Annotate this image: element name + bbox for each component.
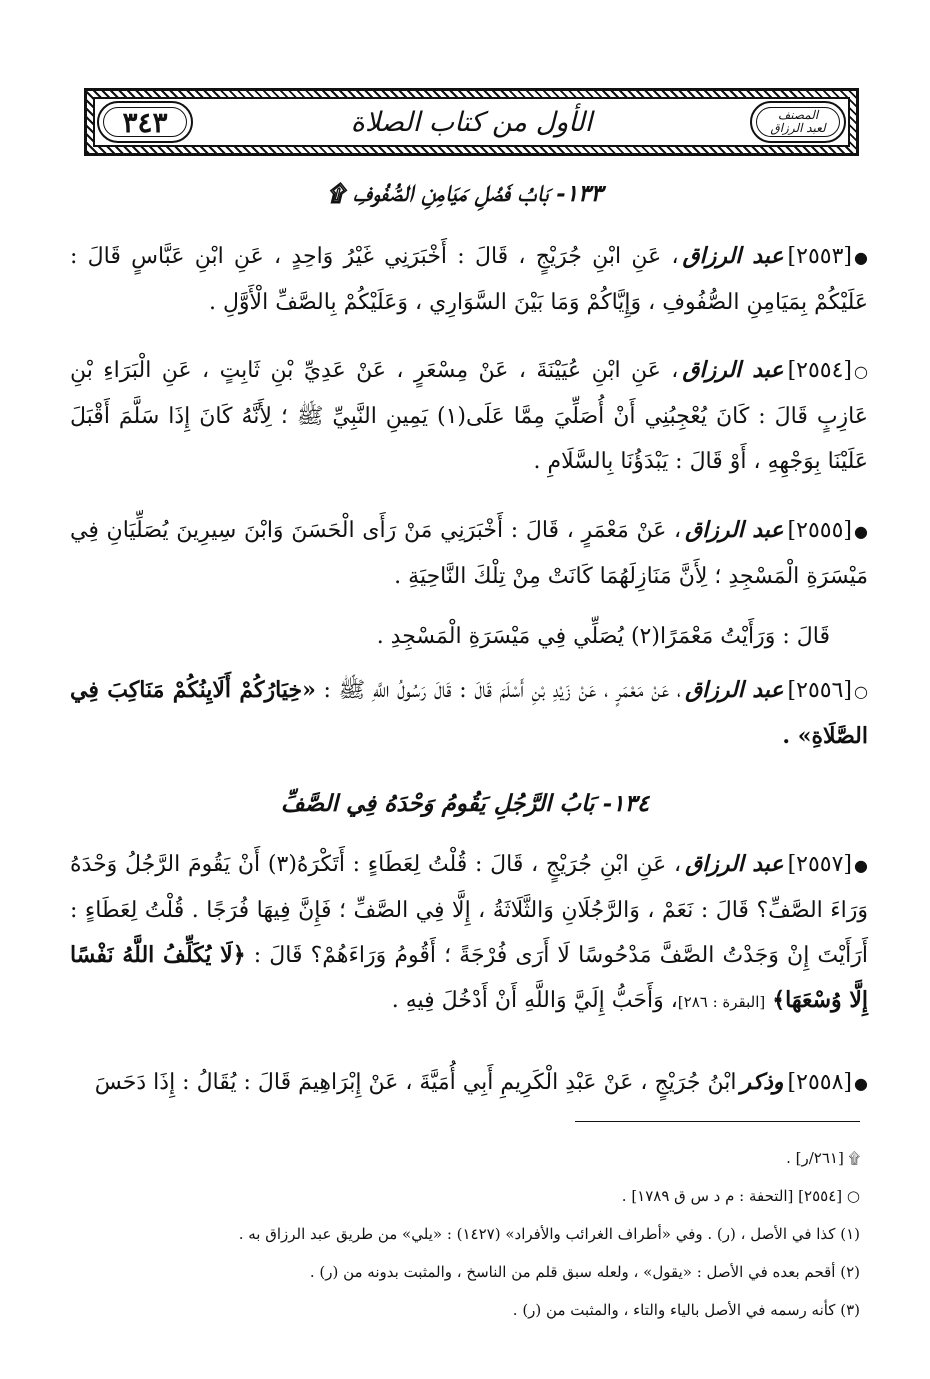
header-frame (93, 97, 850, 147)
entry-author: عبد الرزاق (682, 243, 784, 269)
footnote-divider (575, 1121, 860, 1122)
entry-number: [٢٥٥٦] (787, 678, 852, 703)
entry-text-tail: ، وَأَحَبُّ إِلَيَّ وَاللَّهِ أَنْ أَدْخُلَ فِيهِ . (391, 988, 678, 1013)
hadith-entry (70, 668, 868, 759)
section-heading: ١٣٤- بَابُ الرَّجُلِ يَقُومُ وَحْدَهُ فِي الصَّفِّ (280, 790, 650, 817)
page-number-cartouche (97, 101, 193, 143)
entry-bullet: ● (854, 522, 868, 541)
footnote: (٣) كأنه رسمه في الأصل بالياء والتاء ، والمثبت من (ر) . (512, 1301, 860, 1319)
hadith-entry (70, 234, 868, 325)
entry-bullet: ● (854, 1074, 868, 1093)
entry-bullet: ○ (854, 362, 869, 381)
hadith-entry (70, 508, 868, 599)
entry-author: عبد الرزاق (682, 357, 784, 383)
entry-author: وذكر (740, 1069, 784, 1095)
logo-line-1: المصنف (777, 108, 819, 122)
prophetic-quote: «خِيَارُكُمْ أَلَايِنُكُمْ مَنَاكِبَ فِي الصَّلَاةِ» . (70, 677, 868, 749)
entry-text: ، عَنِ ابْنِ جُرَيْجٍ ، قَالَ : أَخْبَرَنِي غَيْرُ وَاحِدٍ ، عَنِ ابْنِ عَبَّاسٍ قَالَ : عَلَيْكُمْ بِمَيَامِنِ الصُّفُوفِ ، وَإِيَّاكُمْ وَمَا بَيْنَ السَّوَارِي ، وَعَلَيْكُمْ بِالصَّفِّ الْأَوَّلِ . (70, 244, 868, 315)
hadith-entry (70, 348, 868, 484)
footnote: (٢) أقحم بعده في الأصل : «يقول» ، ولعله سبق قلم من الناسخ ، والمثبت بدونه من (ر) . (309, 1263, 860, 1281)
hadith-entry (70, 842, 868, 1025)
running-title: الأول من كتاب الصلاة (350, 106, 593, 138)
entry-author: عبد الرزاق (685, 517, 784, 543)
entry-text: ، عَنْ مَعْمَرٍ ، عَنْ زَيْدِ بْنِ أَسْلَمَ قَالَ : قَالَ رَسُولُ اللَّهِ ﷺ : (323, 678, 682, 703)
quran-quote: ﴿لَا يُكَلِّفُ اللَّهُ نَفْسًا إِلَّا وُسْعَهَا﴾ (70, 942, 868, 1013)
page-header (84, 88, 859, 156)
entry-number: [٢٥٥٣] (787, 244, 852, 269)
entry-bullet: ○ (854, 682, 868, 701)
entry-number: [٢٥٥٧] (787, 852, 853, 877)
logo-line-2: لعبد الرزاق (770, 121, 826, 135)
book-logo-text (770, 109, 825, 135)
section-heading: ١٣٣- بَابُ فَضْلِ مَيَامِنِ الصُّفُوفِ ۩ (327, 180, 603, 207)
page-number: ٣٤٣ (122, 105, 168, 139)
entry-text: ، عَنْ مَعْمَرٍ ، قَالَ : أَخْبَرَنِي مَنْ رَأَى الْحَسَنَ وَابْنَ سِيرِينَ يُصَلِّيَانِ فِي مَيْسَرَةِ الْمَسْجِدِ ؛ لِأَنَّ مَنَازِلَهُمَا كَانَتْ مِنْ تِلْكَ النَّاحِيَةِ . (70, 518, 868, 589)
quran-reference: [البقرة : ٢٨٦] (677, 993, 766, 1011)
entry-author: عبد الرزاق (685, 677, 784, 703)
hadith-entry (70, 1060, 868, 1106)
footnote: ۩ [٢٦١/ر] . (786, 1149, 860, 1167)
entry-text: ، عَنِ ابْنِ عُيَيْنَةَ ، عَنْ مِسْعَرٍ ، عَنْ عَدِيِّ بْنِ ثَابِتٍ ، عَنِ الْبَرَاءِ بْنِ عَازِبٍ قَالَ : كَانَ يُعْجِبُنِي أَنْ أُصَلِّيَ مِمَّا عَلَى(١) يَمِينِ النَّبِيِّ ﷺ ؛ لِأَنَّهُ كَانَ إِذَا سَلَّمَ أَقْبَلَ عَلَيْنَا بِوَجْهِهِ ، أَوْ قَالَ : يَبْدَؤُنَا بِالسَّلَامِ . (70, 358, 868, 474)
entry-subline: قَالَ : وَرَأَيْتُ مَعْمَرًا(٢) يُصَلِّي فِي مَيْسَرَةِ الْمَسْجِدِ . (376, 624, 830, 649)
entry-number: [٢٥٥٨] (787, 1070, 852, 1095)
entry-author: عبد الرزاق (685, 851, 784, 877)
entry-number: [٢٥٥٤] (787, 358, 853, 383)
entry-bullet: ● (854, 856, 869, 875)
book-logo (750, 101, 846, 143)
footnote: ○ [٢٥٥٤] [التحفة : م د س ق ١٧٨٩] . (621, 1187, 860, 1205)
entry-bullet: ● (854, 248, 868, 267)
footnote: (١) كذا في الأصل ، (ر) . وفي «أطراف الغرائب والأفراد» (١٤٢٧) : «يلي» من طريق عبد الرزاق به . (238, 1225, 860, 1243)
entry-text: ، عَنِ ابْنِ جُرَيْجٍ ، قَالَ : قُلْتُ لِعَطَاءٍ : أَتَكْرَهُ(٣) أَنْ يَقُومَ الرَّجُلُ وَحْدَهُ وَرَاءَ الصَّفِّ؟ قَالَ : نَعَمْ ، وَالرَّجُلَانِ وَالثَّلَاثَةُ ، إِلَّا فِي الصَّفِّ ؛ فَإِنَّ فِيهَا فُرَجًا . قُلْتُ لِعَطَاءٍ : أَرَأَيْتَ إِنْ وَجَدْتُ الصَّفَّ مَدْحُوسًا لَا أَرَى فُرْجَةً ؛ أَقُومُ وَرَاءَهُمْ؟ قَالَ : (70, 852, 869, 968)
entry-text: ابْنُ جُرَيْجٍ ، عَنْ عَبْدِ الْكَرِيمِ أَبِي أُمَيَّةَ ، عَنْ إِبْرَاهِيمَ قَالَ : يُقَالُ : إِذَا دَحَسَ (94, 1070, 737, 1095)
entry-number: [٢٥٥٥] (787, 518, 852, 543)
